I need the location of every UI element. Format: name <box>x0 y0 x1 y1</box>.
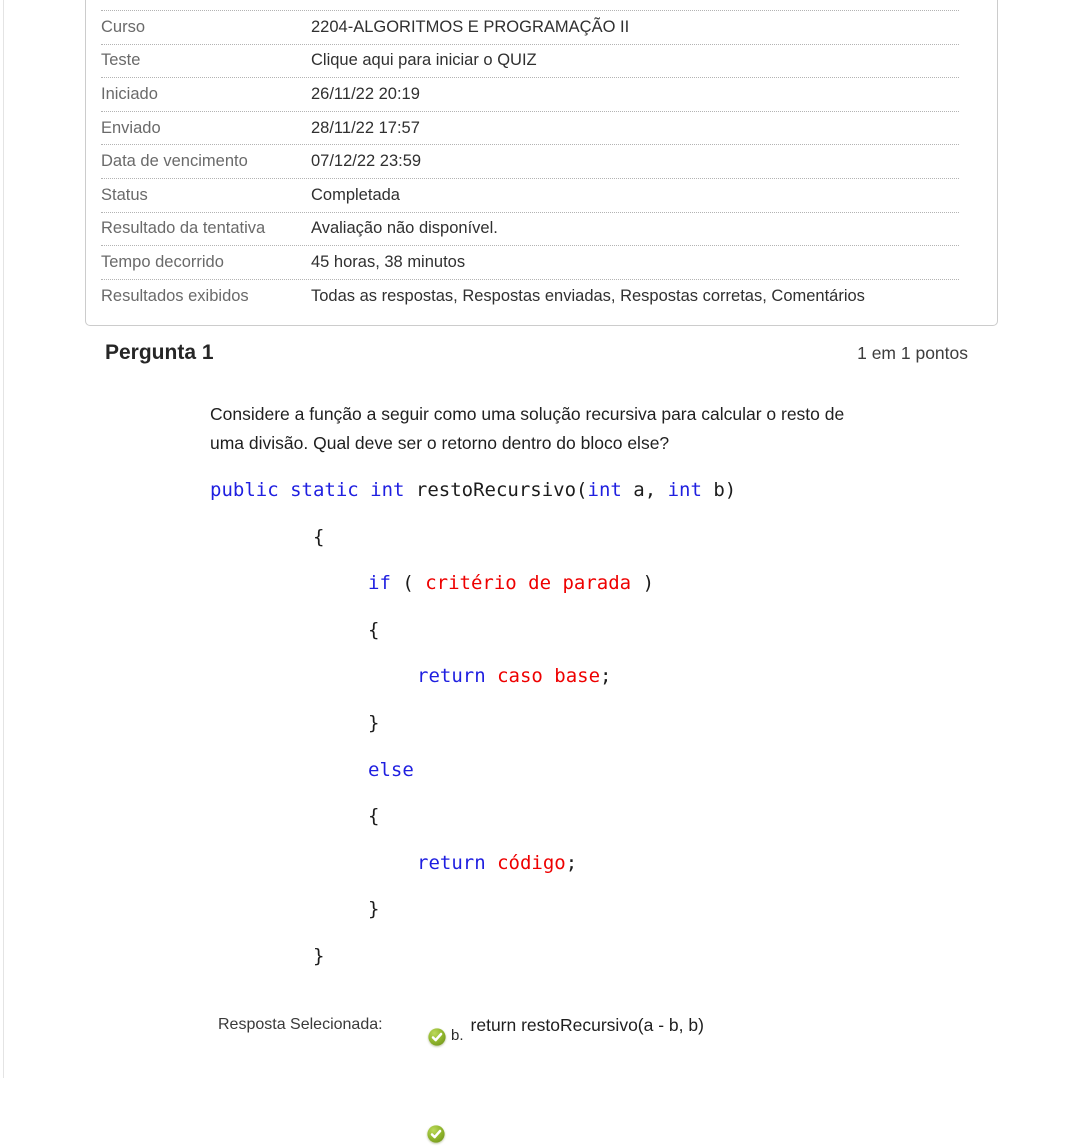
row-value: Todas as respostas, Respostas enviadas, Respostas corretas, Comentários <box>311 286 865 305</box>
question-title: Pergunta 1 <box>105 341 214 364</box>
code-token: } <box>368 711 380 734</box>
row-label: Tempo decorrido <box>101 252 224 271</box>
code-line <box>210 793 1000 840</box>
code-line <box>210 700 1000 747</box>
question-text-line: Considere a função a seguir como uma solução recursiva para calcular o resto de <box>210 404 845 424</box>
code-token: if <box>368 572 391 595</box>
code-token <box>486 852 497 874</box>
correct-check-icon <box>428 1028 446 1046</box>
table-row <box>101 44 959 78</box>
code-token: ) <box>631 572 655 595</box>
code-token: código <box>497 851 566 874</box>
row-value: 07/12/22 23:59 <box>311 152 422 171</box>
table-row <box>101 212 959 246</box>
row-label: Curso <box>101 17 146 36</box>
code-token <box>486 665 497 687</box>
selected-answer-row <box>218 1014 998 1046</box>
code-token: { <box>368 618 380 641</box>
code-token: ( <box>390 572 426 595</box>
table-row <box>101 111 959 145</box>
code-token: b) <box>701 479 737 501</box>
code-token: int <box>667 479 702 501</box>
attempt-info-panel <box>85 0 998 326</box>
selected-answer-label: Resposta Selecionada: <box>218 1016 383 1033</box>
code-token: ; <box>565 851 578 874</box>
code-token: } <box>368 898 380 921</box>
code-token: else <box>368 758 414 781</box>
attempt-info-table-body <box>101 10 959 312</box>
table-row <box>101 10 959 44</box>
row-value: 2204-ALGORITMOS E PROGRAMAÇÃO II <box>311 17 630 36</box>
code-token: a, <box>621 479 668 501</box>
table-row <box>101 178 959 212</box>
code-line <box>210 467 1000 514</box>
code-token: caso base <box>497 665 601 688</box>
code-line <box>210 933 1000 980</box>
correct-check-icon <box>427 1125 445 1143</box>
row-value: 28/11/22 17:57 <box>311 118 420 137</box>
code-token: public static int <box>210 479 405 501</box>
code-token: return <box>417 851 486 874</box>
selected-answer-letter: b. <box>451 1027 464 1044</box>
row-label: Resultados exibidos <box>101 286 249 305</box>
code-token: return <box>417 665 486 688</box>
code-block <box>210 467 1000 980</box>
row-label: Enviado <box>101 118 161 137</box>
code-token: int <box>587 479 622 501</box>
selected-answer-text: return restoRecursivo(a - b, b) <box>470 1015 704 1035</box>
code-line <box>210 747 1000 794</box>
table-row <box>101 77 959 111</box>
question-text <box>210 400 985 458</box>
code-token: { <box>368 805 380 828</box>
question-text-line: uma divisão. Qual deve ser o retorno dentro do bloco else? <box>210 433 670 453</box>
code-line <box>210 840 1000 887</box>
code-line <box>210 886 1000 933</box>
table-row <box>101 279 959 313</box>
code-token: critério de parada <box>425 572 632 595</box>
code-token: ; <box>600 665 612 688</box>
row-value: Avaliação não disponível. <box>311 219 498 238</box>
code-token: } <box>313 944 325 967</box>
content-panel-edge <box>3 0 4 1078</box>
code-token: { <box>313 525 325 548</box>
question-header <box>105 341 968 365</box>
code-token: restoRecursivo( <box>404 479 588 501</box>
row-value: 45 horas, 38 minutos <box>311 252 466 271</box>
question-points: 1 em 1 pontos <box>857 343 968 363</box>
row-value: Clique aqui para iniciar o QUIZ <box>311 51 537 70</box>
row-label: Iniciado <box>101 84 158 103</box>
row-label: Status <box>101 185 148 204</box>
row-value: 26/11/22 20:19 <box>311 84 420 103</box>
table-row <box>101 245 959 279</box>
code-line <box>210 560 1000 607</box>
row-label: Data de vencimento <box>101 152 248 171</box>
code-line <box>210 653 1000 700</box>
code-line <box>210 607 1000 654</box>
row-label: Resultado da tentativa <box>101 219 266 238</box>
row-label: Teste <box>101 51 141 70</box>
table-row <box>101 144 959 178</box>
code-line <box>210 514 1000 561</box>
row-value: Completada <box>311 185 400 204</box>
